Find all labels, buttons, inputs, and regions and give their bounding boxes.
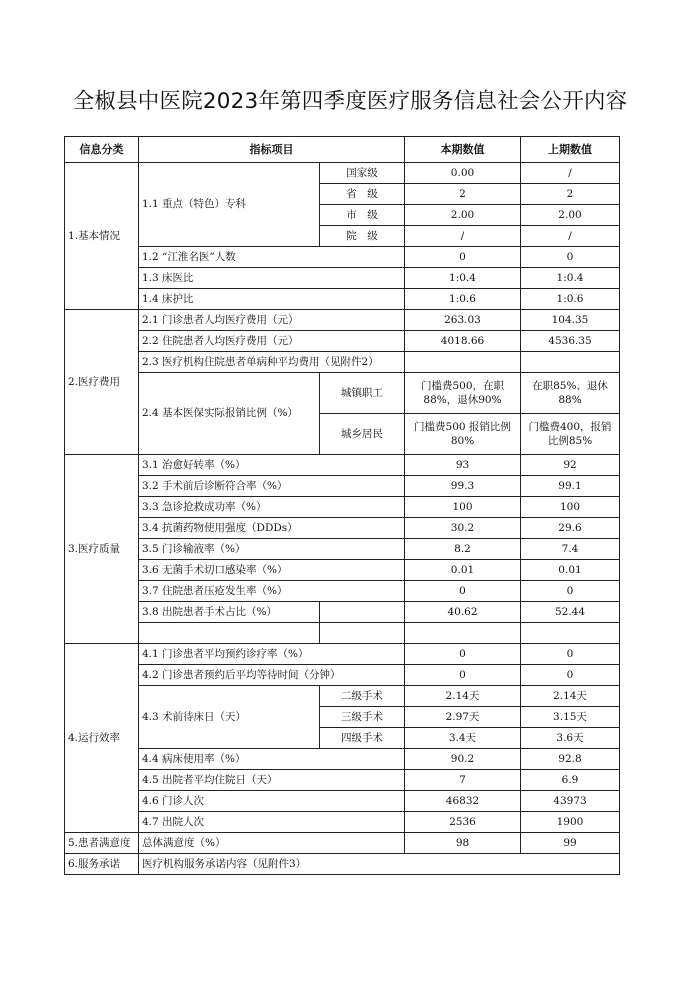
- sub-label: 四级手术: [320, 728, 405, 749]
- header-previous: 上期数值: [521, 137, 620, 163]
- table-row: [65, 331, 620, 352]
- current-value: 46832: [405, 791, 521, 812]
- table-row: [65, 644, 620, 665]
- indicator-label: 3.8 出院患者手术占比（%）: [139, 602, 320, 623]
- table-header-row: [65, 137, 620, 163]
- empty-cell: [405, 623, 521, 644]
- table-row: [65, 289, 620, 310]
- sub-label: 城乡居民: [320, 414, 405, 455]
- indicator-label: 1.3 床医比: [139, 268, 405, 289]
- current-value: 0: [405, 644, 521, 665]
- previous-value: 104.35: [521, 310, 620, 331]
- table-row: [65, 539, 620, 560]
- previous-value: 99.1: [521, 476, 620, 497]
- previous-value: [521, 352, 620, 373]
- previous-value: 0: [521, 665, 620, 686]
- table-row: [65, 686, 620, 707]
- indicator-label: 4.2 门诊患者预约后平均等待时间（分钟）: [139, 665, 405, 686]
- previous-value: 3.15天: [521, 707, 620, 728]
- indicator-label: 2.1 门诊患者人均医疗费用（元）: [139, 310, 405, 331]
- indicator-label: 2.4 基本医保实际报销比例（%）: [139, 373, 320, 455]
- table-row: [65, 247, 620, 268]
- current-value: 0.01: [405, 560, 521, 581]
- current-value: 门槛费500 报销比例80%: [405, 414, 521, 455]
- table-row: [65, 749, 620, 770]
- indicator-label: 1.4 床护比: [139, 289, 405, 310]
- empty-cell: [139, 623, 320, 644]
- previous-value: 92.8: [521, 749, 620, 770]
- sub-label: 省 级: [320, 184, 405, 205]
- indicator-label: 1.1 重点（特色）专科: [139, 163, 320, 247]
- table-row: [65, 854, 620, 875]
- table-row: [65, 623, 620, 644]
- table-row: [65, 268, 620, 289]
- previous-value: 2.00: [521, 205, 620, 226]
- current-value: 30.2: [405, 518, 521, 539]
- current-value: 8.2: [405, 539, 521, 560]
- indicator-label: 4.1 门诊患者平均预约诊疗率（%）: [139, 644, 405, 665]
- current-value: 1:0.6: [405, 289, 521, 310]
- table-row: [65, 602, 620, 623]
- previous-value: 2.14天: [521, 686, 620, 707]
- current-value: 4018.66: [405, 331, 521, 352]
- indicator-label: 3.1 治愈好转率（%）: [139, 455, 405, 476]
- previous-value: 4536.35: [521, 331, 620, 352]
- indicator-label: 医疗机构服务承诺内容（见附件3）: [139, 854, 620, 875]
- previous-value: 7.4: [521, 539, 620, 560]
- indicator-label: 3.4 抗菌药物使用强度（DDDs）: [139, 518, 405, 539]
- table-row: [65, 665, 620, 686]
- indicator-label: 4.6 门诊人次: [139, 791, 405, 812]
- current-value: 263.03: [405, 310, 521, 331]
- current-value: 2: [405, 184, 521, 205]
- indicator-label: 3.5 门诊输液率（%）: [139, 539, 405, 560]
- previous-value: 43973: [521, 791, 620, 812]
- current-value: 90.2: [405, 749, 521, 770]
- current-value: 门槛费500，在职88%，退休90%: [405, 373, 521, 414]
- table-row: [65, 352, 620, 373]
- current-value: 2.00: [405, 205, 521, 226]
- sub-label: 国家级: [320, 163, 405, 184]
- header-category: 信息分类: [65, 137, 139, 163]
- indicator-label: 4.4 病床使用率（%）: [139, 749, 405, 770]
- indicator-label: 4.3 术前待床日（天）: [139, 686, 320, 749]
- current-value: 0: [405, 581, 521, 602]
- table-row: [65, 497, 620, 518]
- indicator-label: 4.5 出院者平均住院日（天）: [139, 770, 405, 791]
- previous-value: 6.9: [521, 770, 620, 791]
- category-cell: 1.基本情况: [65, 163, 139, 310]
- current-value: 2.14天: [405, 686, 521, 707]
- previous-value: 1900: [521, 812, 620, 833]
- previous-value: 2: [521, 184, 620, 205]
- sub-label: 三级手术: [320, 707, 405, 728]
- previous-value: 1:0.6: [521, 289, 620, 310]
- table-row: [65, 560, 620, 581]
- indicator-label: 3.6 无菌手术切口感染率（%）: [139, 560, 405, 581]
- empty-cell: [521, 623, 620, 644]
- previous-value: 100: [521, 497, 620, 518]
- previous-value: /: [521, 226, 620, 247]
- current-value: /: [405, 226, 521, 247]
- table-row: [65, 791, 620, 812]
- indicator-label: 2.3 医疗机构住院患者单病种平均费用（见附件2）: [139, 352, 405, 373]
- current-value: 2536: [405, 812, 521, 833]
- category-cell: 5.患者满意度: [65, 833, 139, 854]
- previous-value: 0: [521, 247, 620, 268]
- sub-label: 院 级: [320, 226, 405, 247]
- previous-value: 1:0.4: [521, 268, 620, 289]
- header-current: 本期数值: [405, 137, 521, 163]
- sub-label: 市 级: [320, 205, 405, 226]
- table-row: [65, 163, 620, 184]
- current-value: 1:0.4: [405, 268, 521, 289]
- current-value: 40.62: [405, 602, 521, 623]
- table-row: [65, 812, 620, 833]
- current-value: 7: [405, 770, 521, 791]
- sub-label: 城镇职工: [320, 373, 405, 414]
- table-row: [65, 770, 620, 791]
- current-value: [405, 352, 521, 373]
- table-row: [65, 455, 620, 476]
- previous-value: /: [521, 163, 620, 184]
- previous-value: 门槛费400，报销比例85%: [521, 414, 620, 455]
- previous-value: 在职85%、退休88%: [521, 373, 620, 414]
- empty-cell: [320, 623, 405, 644]
- current-value: 98: [405, 833, 521, 854]
- previous-value: 0.01: [521, 560, 620, 581]
- table-row: [65, 476, 620, 497]
- current-value: 0: [405, 665, 521, 686]
- category-cell: 2.医疗费用: [65, 310, 139, 455]
- header-indicator: 指标项目: [139, 137, 405, 163]
- page-title: 全椒县中医院2023年第四季度医疗服务信息社会公开内容: [72, 89, 628, 114]
- previous-value: 92: [521, 455, 620, 476]
- indicator-label: 2.2 住院患者人均医疗费用（元）: [139, 331, 405, 352]
- category-cell: 4.运行效率: [65, 644, 139, 833]
- current-value: 0: [405, 247, 521, 268]
- current-value: 100: [405, 497, 521, 518]
- previous-value: 99: [521, 833, 620, 854]
- table-row: [65, 833, 620, 854]
- category-cell: 6.服务承诺: [65, 854, 139, 875]
- previous-value: 0: [521, 644, 620, 665]
- info-table: [64, 136, 620, 875]
- previous-value: 52.44: [521, 602, 620, 623]
- indicator-label: 1.2 “江淮名医”人数: [139, 247, 405, 268]
- indicator-label: 总体满意度（%）: [139, 833, 405, 854]
- empty-cell: [320, 602, 405, 623]
- sub-label: 二级手术: [320, 686, 405, 707]
- current-value: 99.3: [405, 476, 521, 497]
- current-value: 0.00: [405, 163, 521, 184]
- indicator-label: 3.3 急诊抢救成功率（%）: [139, 497, 405, 518]
- table-row: [65, 373, 620, 414]
- previous-value: 29.6: [521, 518, 620, 539]
- current-value: 93: [405, 455, 521, 476]
- indicator-label: 4.7 出院人次: [139, 812, 405, 833]
- indicator-label: 3.7 住院患者压疮发生率（%）: [139, 581, 405, 602]
- current-value: 2.97天: [405, 707, 521, 728]
- previous-value: 0: [521, 581, 620, 602]
- table-row: [65, 581, 620, 602]
- previous-value: 3.6天: [521, 728, 620, 749]
- indicator-label: 3.2 手术前后诊断符合率（%）: [139, 476, 405, 497]
- current-value: 3.4天: [405, 728, 521, 749]
- table-row: [65, 310, 620, 331]
- table-row: [65, 518, 620, 539]
- category-cell: 3.医疗质量: [65, 455, 139, 644]
